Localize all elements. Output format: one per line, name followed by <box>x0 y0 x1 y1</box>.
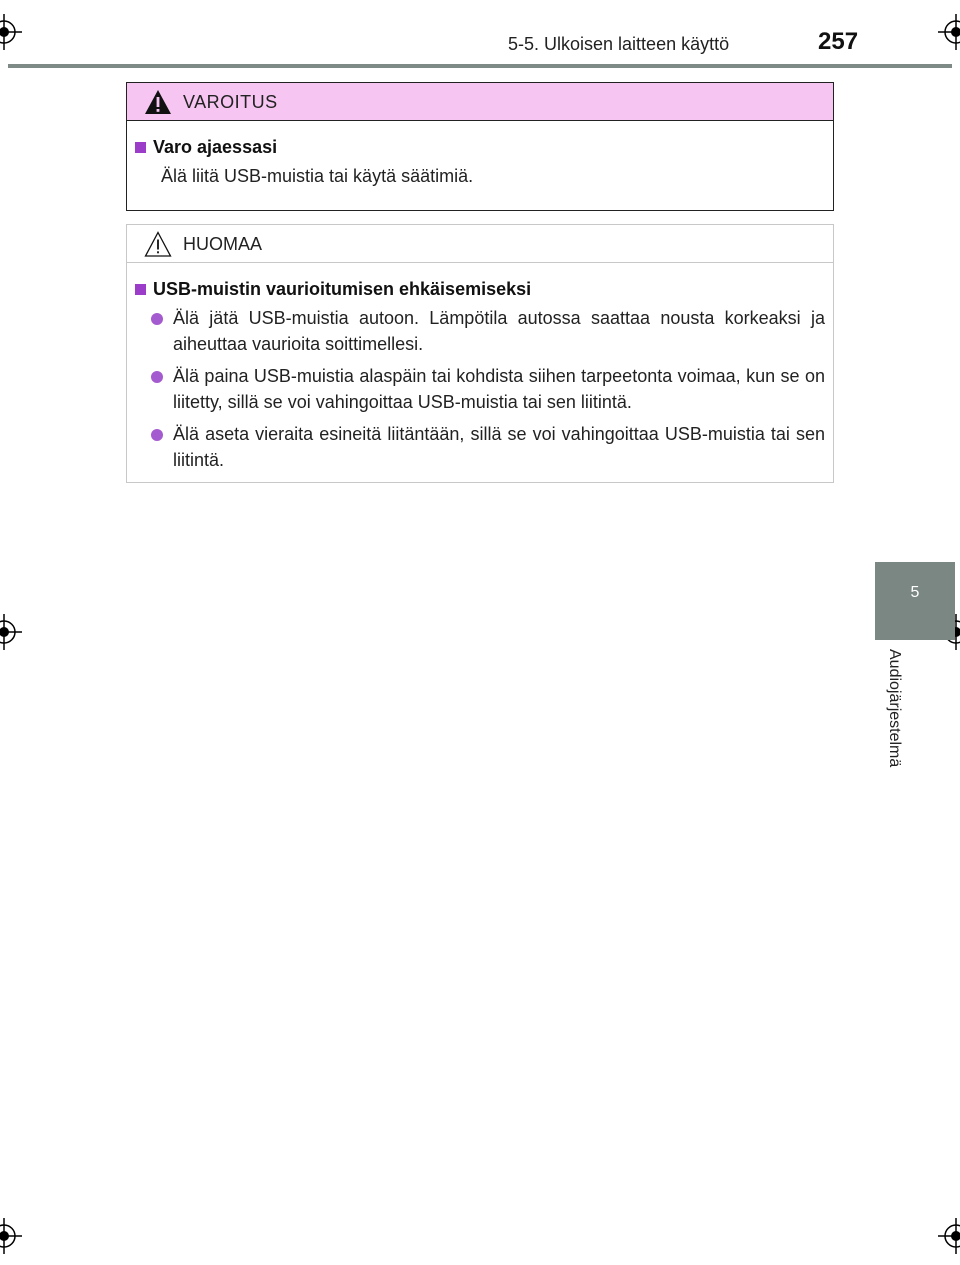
notice-heading <box>135 277 833 301</box>
notice-header <box>127 225 833 263</box>
round-bullet-icon <box>151 313 163 325</box>
chapter-label: Audiojärjestelmä <box>886 649 903 768</box>
registration-mark-icon <box>0 1218 22 1254</box>
registration-mark-icon <box>938 1218 960 1254</box>
notice-box <box>126 224 834 483</box>
registration-mark-icon <box>0 614 22 650</box>
section-title: 5-5. Ulkoisen laitteen käyttö <box>508 34 730 54</box>
list-item-text: Älä paina USB-muistia alaspäin tai kohdista siihen tarpeetonta voimaa, kun se on liitetty, sillä se voi vahingoittaa USB-muistia tai sen liitintä. <box>173 366 825 412</box>
chapter-label-container <box>884 650 904 790</box>
notice-body <box>127 263 833 473</box>
warning-title: VAROITUS <box>183 92 278 112</box>
notice-heading-text: USB-muistin vaurioitumisen ehkäisemiseksi <box>153 279 532 299</box>
square-bullet-icon <box>135 284 146 295</box>
list-item-text: Älä aseta vieraita esineitä liitäntään, sillä se voi vahingoittaa USB-muistia tai sen liitintä. <box>173 424 825 470</box>
list-item <box>135 305 833 357</box>
round-bullet-icon <box>151 371 163 383</box>
warning-body <box>127 121 833 189</box>
warning-triangle-icon <box>143 88 173 116</box>
warning-heading <box>135 135 833 159</box>
notice-triangle-icon <box>143 230 173 258</box>
warning-text: Älä liitä USB-muistia tai käytä säätimiä. <box>161 166 474 186</box>
warning-box <box>126 82 834 211</box>
list-item <box>135 421 833 473</box>
header-divider <box>8 64 952 68</box>
list-item <box>135 363 833 415</box>
page-number: 257 <box>818 28 859 55</box>
chapter-number: 5 <box>910 584 920 601</box>
list-item-text: Älä jätä USB-muistia autoon. Lämpötila autossa saattaa nousta korkeaksi ja aiheuttaa vaurioita soittimellesi. <box>173 308 825 354</box>
chapter-tab <box>875 562 955 640</box>
warning-heading-text: Varo ajaessasi <box>153 137 278 157</box>
square-bullet-icon <box>135 142 146 153</box>
round-bullet-icon <box>151 429 163 441</box>
page-header <box>0 0 960 70</box>
warning-header <box>127 83 833 121</box>
notice-title: HUOMAA <box>183 234 263 254</box>
